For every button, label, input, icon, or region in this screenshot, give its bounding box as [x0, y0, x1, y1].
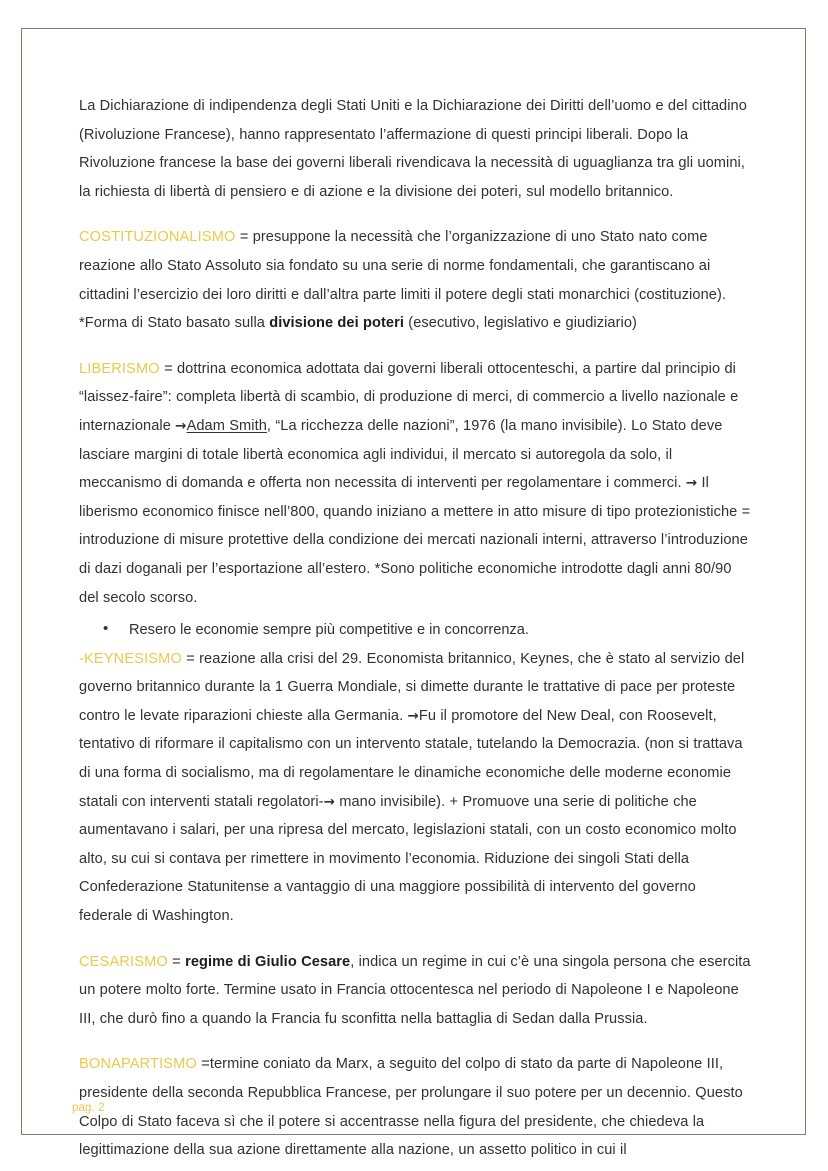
right-arrow-icon: →	[175, 417, 187, 434]
term-liberismo: LIBERISMO	[79, 360, 160, 377]
term-cesarismo: CESARISMO	[79, 953, 168, 970]
keynesismo-text-2: Fu il promotore del New Deal, con Roosevelt, tentativo di riformare il capitalismo con un intervento statale, tutelando la Democrazia. (non si trattava di una forma di socialismo, ma di regolamentare le dinamiche economiche delle moderne economie statali con interventi statali regolatori-	[79, 707, 743, 810]
paragraph-cesarismo	[79, 948, 751, 1034]
liberismo-underline-adam-smith: Adam Smith	[186, 417, 267, 434]
liberismo-text-2: , “La ricchezza delle nazioni”, 1976 (la mano invisibile). Lo Stato deve lasciare margini di totale libertà economica agli individui, il mercato si autoregola da solo, il meccanismo di domanda e offerta non necessita di interventi per regolamentare i commerci.	[79, 417, 723, 492]
page-number-footer: pag. 2	[72, 1102, 105, 1114]
cesarismo-text-1: =	[167, 953, 186, 970]
term-bonapartismo: BONAPARTISMO	[79, 1056, 197, 1073]
cesarismo-text-2: , indica un regime in cui c’è una singola persona che esercita un potere molto forte. Termine usato in Francia ottocentesca nel periodo di Napoleone I e Napoleone III, che durò fino a quando la Francia fu sconfitta nella battaglia di Sedan dalla Prussia.	[79, 953, 751, 1027]
bonapartismo-text-1: =termine coniato da Marx, a seguito del colpo di stato da parte di Napoleone III, presidente della seconda Repubblica Francese, per prolungare il suo potere per un decennio. Questo Colpo di Stato faceva sì che il potere si accentrasse nella figura del presidente, che chiedeva la legittimazione della sua azione direttamente alla nazione, un assetto politico in cui il	[79, 1056, 743, 1159]
costituzionalismo-text-2: (esecutivo, legislativo e giudiziario)	[403, 315, 637, 332]
right-arrow-icon: →	[407, 707, 419, 724]
term-costituzionalismo: COSTITUZIONALISMO	[79, 229, 236, 246]
paragraph-bonapartismo	[79, 1050, 751, 1164]
liberismo-text-1: = dottrina economica adottata dai governi liberali ottocenteschi, a partire dal principio di “laissez-faire”: completa libertà di scambio, di produzione di merci, di commercio a livello nazionale e internazionale	[79, 360, 739, 434]
costituzionalismo-bold-divisione-dei-poteri: divisione dei poteri	[269, 315, 404, 332]
right-arrow-icon: →	[685, 475, 698, 492]
right-arrow-icon: →	[323, 793, 335, 810]
liberismo-text-3: Il liberismo economico finisce nell’800, quando iniziano a mettere in atto misure di tipo protezionistiche = introduzione di misure protettive della condizione dei mercati nazionali interni, attraverso l’introduzione di dazi doganali per l’esportazione all’estero. *Sono politiche economiche introdotte dagli anni 80/90 del secolo scorso.	[79, 475, 751, 606]
cesarismo-bold-regime-di-giulio-cesare: regime di Giulio Cesare	[185, 953, 351, 970]
document-body	[79, 92, 751, 1165]
paragraph-intro: La Dichiarazione di indipendenza degli Stati Uniti e la Dichiarazione dei Diritti dell’uomo e del cittadino (Rivoluzione Francese), hanno rappresentato l’affermazione di questi principi liberali. Dopo la Rivoluzione francese la base dei governi liberali rivendicava la necessità di uguaglianza tra gli uomini, la richiesta di libertà di pensiero e di azione e la divisione dei poteri, sul modello britannico.	[79, 98, 747, 200]
list-item: • Resero le economie sempre più competitive e in concorrenza.	[79, 616, 751, 645]
term-keynesismo: -KEYNESISMO	[79, 650, 182, 667]
keynesismo-text-3: mano invisibile). + Promuove una serie di politiche che aumentavano i salari, per una ripresa del mercato, legislazioni statali, con un costo economico molto alto, su cui si contava per rimettere in movimento l’economia. Riduzione dei singoli Stati della Confederazione Statunitense a vantaggio di una maggiore possibilità di intervento del governo federale di Washington.	[79, 793, 737, 925]
paragraph-costituzionalismo	[79, 223, 751, 337]
keynesismo-text-1: = reazione alla crisi del 29. Economista britannico, Keynes, che è stato al servizio del governo britannico durante la 1 Guerra Mondiale, si dimette durante le trattative di pace per proteste contro le levate riparazioni chieste alla Germania.	[79, 650, 745, 724]
costituzionalismo-text-1: = presuppone la necessità che l’organizzazione di uno Stato nato come reazione allo Stato Assoluto sia fondato su una serie di norme fondamentali, che garantiscano ai cittadini l’esercizio dei loro diritti e dall’altra parte limiti il potere degli stati monarchici (costituzione). *Forma di Stato basato sulla	[79, 229, 727, 332]
bullet-list	[79, 616, 751, 645]
paragraph-keynesismo	[79, 645, 751, 931]
paragraph-liberismo	[79, 355, 751, 612]
